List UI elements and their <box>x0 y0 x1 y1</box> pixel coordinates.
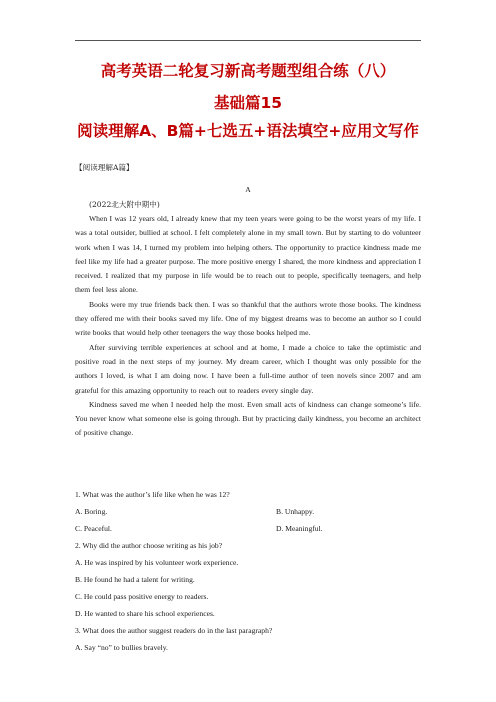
question-2-option-d: D. He wanted to share his school experiences. <box>75 609 215 618</box>
question-3-option-a: A. Say “no” to bullies bravely. <box>75 643 168 652</box>
title-line-2: 基础篇15 <box>213 94 283 112</box>
question-1-options-row-1 <box>75 503 421 520</box>
paragraph-3: After surviving terrible experiences at school and at home, I made a choice to take the optimistic and positive road in the next steps of my journey. My dream career, which I thought was only possible for the authors I loved, is what I am doing now. I have been a full-time author of teen novels since 2007 and am grateful for this amazing opportunity to reach out to readers every single day. <box>75 342 421 395</box>
question-2-option-c: C. He could pass positive energy to readers. <box>75 592 209 601</box>
question-list <box>75 486 421 656</box>
question-2-stem: 2. Why did the author choose writing as his job? <box>75 541 223 550</box>
question-1-options-row-2 <box>75 520 421 537</box>
section-label: 【阅读理解A篇】 <box>75 163 134 172</box>
question-1-option-b: B. Unhappy. <box>276 507 315 516</box>
paragraph-2: Books were my true friends back then. I was so thankful that the authors wrote those books. The kindness they offered me with their books saved my life. One of my biggest dreams was to become an author so I could write books that would help other teenagers the way those books helped me. <box>75 299 421 338</box>
paragraph-1: When I was 12 years old, I already knew that my teen years were going to be the worst years of my life. I was a total outsider, bullied at school. I felt completely alone in my small town. But by starting to do volunteer work when I was 14, I turned my problem into helping others. The opportunity to practice kindness made me feel like my life had a greater purpose. The more positive energy I shared, the more kindness and appreciation I received. I realized that my purpose in life would be to reach out to people, specifically teenagers, and help them feel less alone. <box>75 214 421 295</box>
question-1-option-a: A. Boring. <box>75 507 108 516</box>
passage-body <box>75 212 421 441</box>
question-2-option-a: A. He was inspired by his volunteer work experience. <box>75 558 239 567</box>
header-rule <box>75 40 421 41</box>
question-1-option-d: D. Meaningful. <box>276 524 323 533</box>
question-2-option-b: B. He found he had a talent for writing. <box>75 575 195 584</box>
title-line-3: 阅读理解A、B篇+七选五+语法填空+应用文写作 <box>77 122 419 140</box>
paragraph-4: Kindness saved me when I needed help the most. Even small acts of kindness can change someone’s life. You never know what someone else is going through. But by practicing daily kindness, you become an architect of positive change. <box>75 399 421 438</box>
question-1-option-c: C. Peaceful. <box>75 524 112 533</box>
question-1-stem: 1. What was the author’s life like when he was 12? <box>75 490 230 499</box>
question-3-stem: 3. What does the author suggest readers do in the last paragraph? <box>75 626 273 635</box>
passage-letter: A <box>245 185 251 194</box>
title-line-1: 高考英语二轮复习新高考题型组合练（八） <box>100 62 396 80</box>
passage-source: (2022北大附中期中) <box>89 200 160 209</box>
